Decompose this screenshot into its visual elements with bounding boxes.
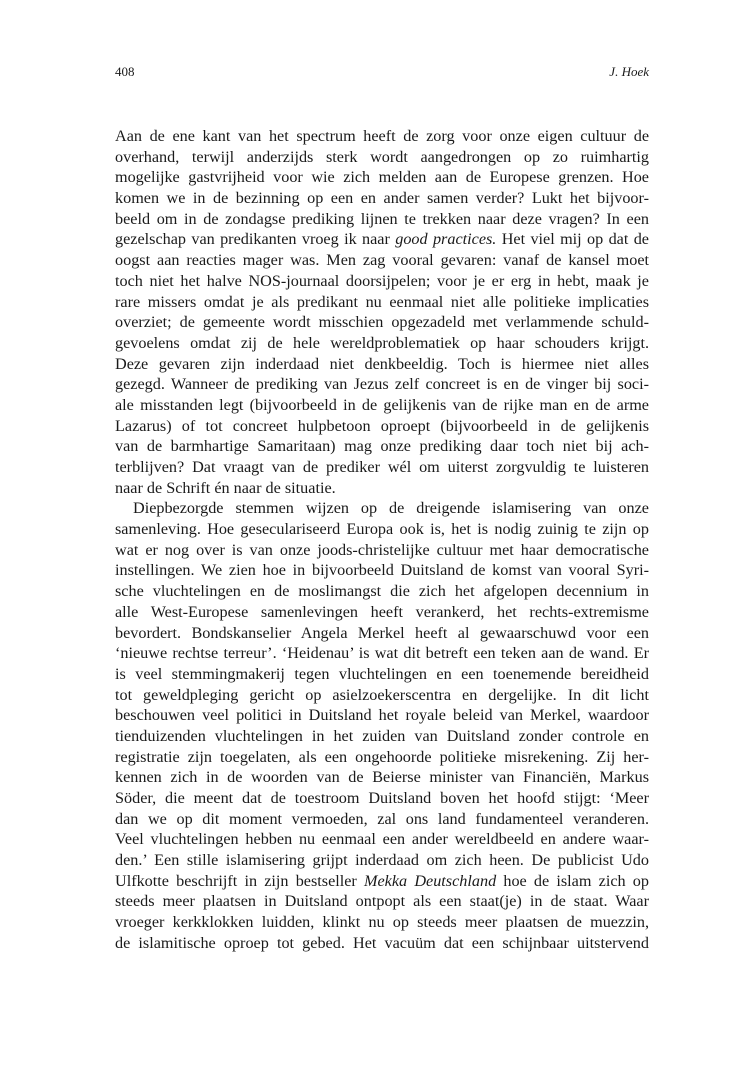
text-line	[115, 436, 649, 457]
text-line	[115, 871, 649, 892]
text-line	[115, 333, 649, 354]
text-line	[115, 478, 649, 499]
text-line	[115, 229, 649, 250]
text-run: rare missers omdat je als predikant nu eenmaal niet alle politieke implicaties	[115, 292, 649, 311]
text-line	[115, 147, 649, 168]
text-run: komen we in de bezinning op een en ander samen verder? Lukt het bijvoor-	[115, 189, 649, 208]
text-run: Söder, die meent dat de toestroom Duitsland boven het hoofd stijgt: ‘Meer	[115, 789, 649, 807]
text-line	[115, 767, 649, 788]
text-run: mogelijke gastvrijheid voor wie zich melden aan de Europese grenzen. Hoe	[115, 168, 649, 187]
text-line	[115, 312, 649, 333]
italic-text: Mekka Deutschland	[364, 871, 497, 890]
text-run: toch niet het halve NOS-journaal doorsijpelen; voor je er erg in hebt, maak je	[115, 271, 649, 290]
text-run: gezegd. Wanneer de prediking van Jezus zelf concreet is en de vinger bij soci-	[115, 375, 649, 394]
text-line	[115, 188, 649, 209]
text-run: Ulfkotte beschrijft in zijn bestseller	[115, 871, 365, 890]
text-line	[115, 788, 649, 809]
text-run: den.’ Een stille islamisering grijpt inderdaad om zich heen. De publicist Udo	[115, 851, 649, 870]
text-run: registratie zijn toegelaten, als een ongehoorde politieke misrekening. Zij her-	[115, 747, 649, 766]
text-run: terblijven? Dat vraagt van de prediker wél om uiterst zorgvuldig te luisteren	[115, 458, 649, 476]
text-line	[115, 292, 649, 313]
text-run: gezelschap van predikanten vroeg ik naar	[115, 230, 396, 249]
text-run: ale misstanden legt (bijvoorbeeld in de gelijkenis van de rijke man en de arme	[115, 395, 649, 414]
text-run: vroeger kerkklokken luidden, klinkt nu op steeds meer plaatsen de muezzin,	[115, 913, 649, 932]
text-line	[115, 685, 649, 706]
text-run: samenleving. Hoe geseculariseerd Europa ook is, het is nodig zuinig te zijn op	[115, 520, 649, 539]
text-line	[115, 519, 649, 540]
text-line	[115, 933, 649, 954]
text-run: alle West-Europese samenlevingen heeft verankerd, het rechts-extremisme	[115, 602, 649, 621]
text-line	[115, 602, 649, 623]
text-run: steeds meer plaatsen in Duitsland ontpopt als een staat(je) in de staat. Waar	[115, 892, 649, 911]
text-line	[115, 416, 649, 437]
text-line	[115, 829, 649, 850]
text-run: Lazarus) of tot concreet hulpbetoon oproept (bijvoorbeeld in de gelijkenis	[115, 416, 649, 435]
text-run: is veel stemmingmakerij tegen vluchtelingen en een toenemende bereidheid	[115, 664, 649, 683]
page-number: 408	[115, 64, 135, 79]
text-line	[115, 167, 649, 188]
text-run: oogst aan reacties mager was. Men zag vooral gevaren: vanaf de kansel moet	[115, 251, 649, 270]
text-run: sche vluchtelingen en de moslimangst die zich het afgelopen decennium in	[115, 582, 649, 601]
text-run: Deze gevaren zijn inderdaad niet denkbeeldig. Toch is hiermee niet alles	[115, 354, 649, 373]
text-line	[115, 354, 649, 375]
text-line	[115, 126, 649, 147]
text-line	[115, 457, 649, 478]
text-run: tot geweldpleging gericht op asielzoekerscentra en dergelijke. In dit licht	[115, 685, 649, 704]
text-line	[115, 912, 649, 933]
text-line	[115, 850, 649, 871]
text-run: tienduizenden vluchtelingen in het zuiden van Duitsland zonder controle en	[115, 726, 649, 745]
text-line	[115, 726, 649, 747]
text-run: dan we op dit moment vermoeden, zal ons land fundamenteel veranderen.	[115, 809, 649, 828]
text-line	[115, 747, 649, 768]
text-line	[115, 623, 649, 644]
text-run: Veel vluchtelingen hebben nu eenmaal een ander wereldbeeld en andere waar-	[115, 830, 649, 849]
text-run: de islamitische oproep tot gebed. Het vacuüm dat een schijnbaar uitstervend	[115, 933, 649, 952]
running-head-author: J. Hoek	[609, 64, 649, 79]
text-run: Diepbezorgde stemmen wijzen op de dreigende islamisering van onze	[133, 499, 649, 518]
text-line	[115, 643, 649, 664]
text-line	[115, 809, 649, 830]
text-run: instellingen. We zien hoe in bijvoorbeeld Duitsland de komst van vooral Syri-	[115, 561, 649, 580]
running-header	[115, 64, 649, 80]
text-run: wat er nog over is van onze joods-christelijke cultuur met haar democratische	[115, 540, 649, 559]
text-line	[115, 560, 649, 581]
text-line	[115, 395, 649, 416]
text-run: ‘nieuwe rechtse terreur’. ‘Heidenau’ is wat dit betreft een teken aan de wand. Er	[115, 644, 649, 663]
text-line	[115, 271, 649, 292]
paragraph	[115, 498, 649, 953]
text-run: hoe de islam zich op	[496, 871, 649, 890]
text-line	[115, 209, 649, 230]
text-run: gevoelens omdat zij de hele wereldproblematiek op haar schouders krijgt.	[115, 333, 649, 352]
text-run: kennen zich in de woorden van de Beierse minister van Financiën, Markus	[115, 768, 649, 787]
text-run: beschouwen veel politici in Duitsland het royale beleid van Merkel, waardoor	[115, 706, 649, 725]
text-line	[115, 891, 649, 912]
text-run: bevordert. Bondskanselier Angela Merkel heeft al gewaarschuwd voor een	[115, 623, 649, 642]
text-run: beeld om in de zondagse prediking lijnen te trekken naar deze vragen? In een	[115, 209, 649, 228]
text-run: overziet; de gemeente wordt misschien opgezadeld met verlammende schuld-	[115, 313, 649, 332]
text-run: naar de Schrift én naar de situatie.	[115, 478, 336, 497]
text-run: van de barmhartige Samaritaan) mag onze prediking daar toch niet bij ach-	[115, 437, 649, 456]
text-line	[115, 664, 649, 685]
text-line	[115, 498, 649, 519]
text-run: overhand, terwijl anderzijds sterk wordt aangedrongen op zo ruimhartig	[115, 147, 649, 166]
body-text	[115, 126, 649, 954]
text-line	[115, 581, 649, 602]
paragraph	[115, 126, 649, 498]
text-run: Aan de ene kant van het spectrum heeft de zorg voor onze eigen cultuur de	[115, 127, 649, 145]
text-line	[115, 540, 649, 561]
text-line	[115, 705, 649, 726]
italic-text: good practices.	[395, 230, 497, 249]
text-line	[115, 374, 649, 395]
text-run: Het viel mij op dat de	[496, 230, 649, 249]
text-line	[115, 250, 649, 271]
